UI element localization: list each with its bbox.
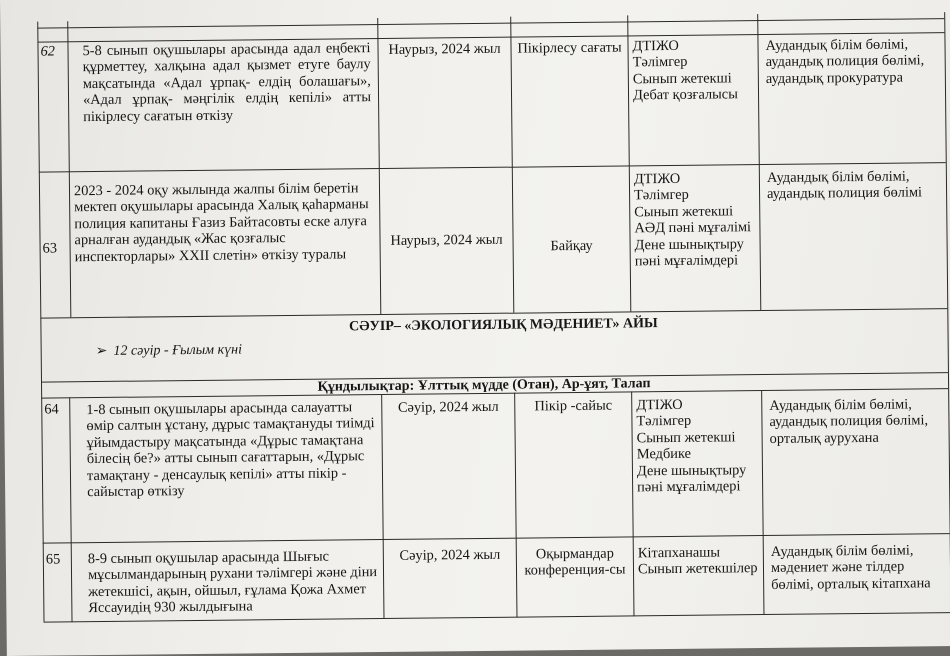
row-description: 1-8 сынып оқушылары арасында салауатты өмір салтын ұстану, дұрыс тамақтануды тиімді ұйымдастыру мақсатында «Дұрыс тамақтана білесің бе?» атты сынып сағаттарын, «Дұрыс тамақтану - денсаулық кепілі» атты пікір - сайыстар өткізу <box>86 399 375 501</box>
grid-line <box>381 394 384 619</box>
row-date: Наурыз, 2024 жыл <box>390 231 503 249</box>
responsible-item: Сынып жетекшілер <box>637 560 758 578</box>
responsible-item: Кітапханашы <box>637 544 721 562</box>
grid-line <box>37 22 44 622</box>
row-number: 64 <box>44 401 59 418</box>
row-partners: Аудандық білім бөлімі, аудандық полиция бөлімі, аудандық прокуратура <box>765 36 925 87</box>
grid-line <box>761 390 764 615</box>
responsible-item: Медбике <box>636 446 692 463</box>
grid-line <box>43 533 950 543</box>
row-number: 63 <box>42 240 58 257</box>
grid-line <box>514 393 517 618</box>
responsible-item: Дене шынықтыру пәні мұғалімдері <box>634 235 745 270</box>
responsible-item: ДТІЖО <box>633 170 681 188</box>
responsible-item: Тәлімгер <box>632 54 688 71</box>
responsible-item: Дебат қозғалысы <box>632 86 738 104</box>
row-form: Пікір -сайыс <box>534 397 613 415</box>
section-title: СӘУІР– «ЭКОЛОГИЯЛЫҚ МӘДЕНИЕТ» АЙЫ <box>349 316 658 335</box>
grid-line <box>631 391 634 616</box>
row-description: 8-9 сынып оқушылар арасында Шығыс мұсылмандарының рухани тәлімгері және діни жетекшісі, ақын, ойшыл, ғұлама Қожа Ахмет Яссауидің 930 жылдығына <box>87 548 378 617</box>
row-description: 2023 - 2024 оқу жылында жалпы білім беретін мектеп оқушылары арасында Халық қаһарманы полиция капитаны Ғазиз Байтасовты еске алуға арналған аудандық «Жас қозғалыс инспекторлары» XXII слетін» өткізу туралы <box>73 180 369 265</box>
responsible-item: Тәлімгер <box>634 187 689 204</box>
responsible-item: Сынып жетекші <box>634 203 734 221</box>
row-responsible <box>632 37 755 104</box>
responsible-item: АӘД пәні мұғалімі <box>634 219 752 237</box>
grid-line <box>510 17 514 313</box>
row-number: 65 <box>45 551 61 568</box>
responsible-item: Тәлімгер <box>636 413 692 430</box>
values-title: Құндылықтар: Ұлттық мүдде (Отан), Ар-ұят, Талап <box>317 376 651 395</box>
row-date: Сәуір, 2024 жыл <box>399 546 501 564</box>
grid-line <box>627 15 631 311</box>
row-form: Пікірлесу сағаты <box>517 39 622 57</box>
responsible-item: Сынып жетекші <box>636 429 736 447</box>
row-responsible <box>638 544 760 578</box>
grid-line <box>67 21 71 317</box>
grid-line <box>944 12 950 612</box>
bullet-item <box>96 341 242 360</box>
row-form: Байқау <box>550 237 593 255</box>
row-partners: Аудандық білім бөлімі, аудандық полиция бөлімі <box>766 168 923 203</box>
grid-line <box>69 397 72 622</box>
responsible-item: Дене шынықтыру пәні мұғалімдері <box>636 461 747 496</box>
bullet-arrow-icon: ➢ <box>95 343 108 360</box>
responsible-item: ДТІЖО <box>632 37 679 55</box>
row-description: 5-8 сынып оқушылары арасында адал еңбекті құрметтеу, халқына адал қызмет етуге баулу мақсатында «Адал ұрпақ- елдің болашағы», «Адал ұрпақ- мәңгілік елдің кепілі» атты пікірлесу сағатын өткізу <box>82 40 372 125</box>
row-partners: Аудандық білім бөлімі, мәдениет және тілдер бөлімі, орталық кітапхана <box>770 542 931 593</box>
row-form: Оқырмандар конференция-сы <box>524 545 626 579</box>
responsible-item: Сынып жетекші <box>632 70 732 88</box>
row-partners: Аудандық білім бөлімі, аудандық полиция бөлімі, орталық аурухана <box>769 396 929 447</box>
row-responsible <box>634 170 757 270</box>
bullet-text: 12 сәуір - Ғылым күні <box>113 342 243 359</box>
grid-line <box>377 18 381 314</box>
row-responsible <box>636 396 759 496</box>
row-number: 62 <box>40 43 56 60</box>
row-date: Сәуір, 2024 жыл <box>397 398 499 416</box>
grid-line <box>37 18 944 28</box>
row-date: Наурыз, 2024 жыл <box>388 40 501 58</box>
grid-line <box>757 14 761 310</box>
responsible-item: ДТІЖО <box>636 396 683 414</box>
